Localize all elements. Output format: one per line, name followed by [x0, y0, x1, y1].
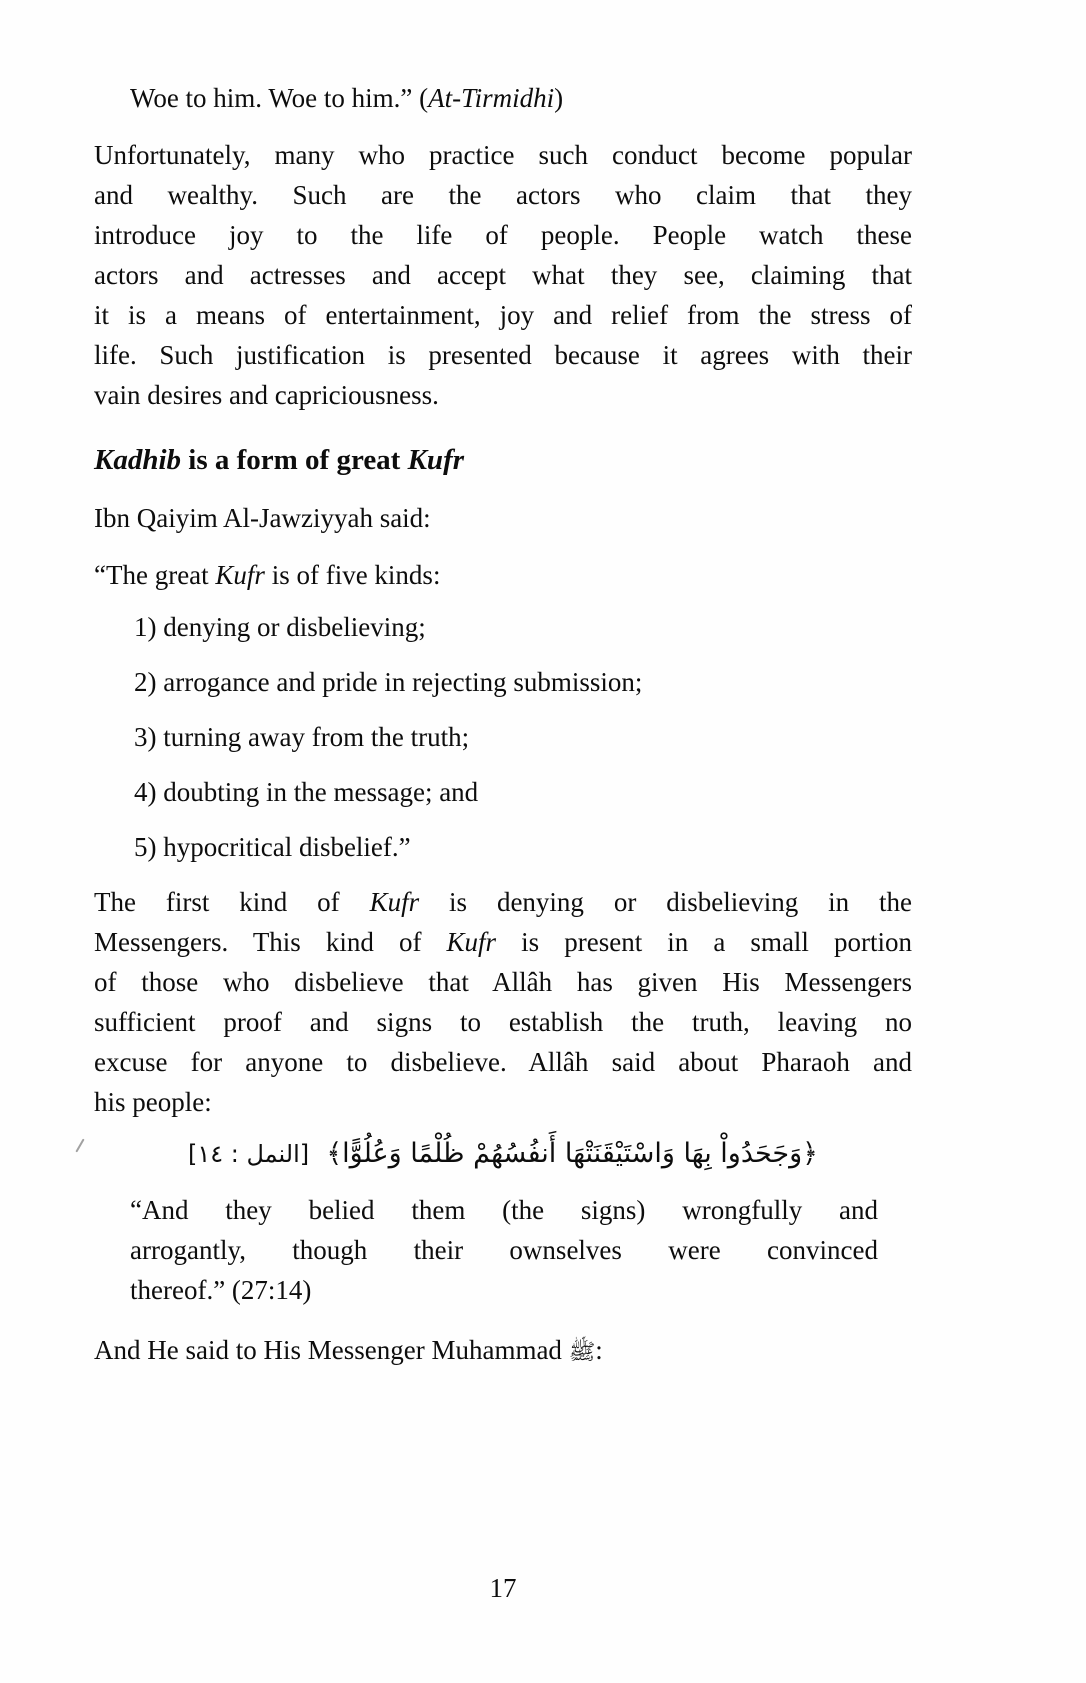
text-segment: And He said to His Messenger Muhammad	[94, 1335, 569, 1365]
text-segment: The first kind of	[94, 887, 370, 917]
heading-term: Kufr	[407, 444, 465, 476]
text-line: and wealthy. Such are the actors who claim that they	[94, 180, 912, 210]
hadith-line	[94, 78, 912, 118]
text-line: thereof.” (27:14)	[130, 1275, 312, 1305]
page-number: 17	[489, 1573, 517, 1603]
attribution-line	[94, 498, 912, 538]
text-line: excuse for anyone to disbelieve. Allâh said about Pharaoh and	[94, 1047, 912, 1077]
term-kufr: Kufr	[446, 927, 497, 957]
source-title: At-Tirmidhi	[428, 83, 555, 113]
text-line: “And they belied them (the signs) wrongfully and	[130, 1195, 878, 1225]
text-line: of those who disbelieve that Allâh has given His Messengers	[94, 967, 912, 997]
quote-intro-line	[94, 555, 912, 595]
text-line: life. Such justification is presented because it agrees with their	[94, 340, 912, 370]
kinds-list	[94, 607, 912, 867]
paragraph	[94, 135, 912, 415]
text-segment: “The great	[94, 560, 216, 590]
text-segment: Messengers. This kind of	[94, 927, 447, 957]
heading-term: Kadhib	[94, 444, 182, 476]
text-line	[94, 922, 912, 962]
text-segment: is present in a small portion	[496, 927, 912, 957]
paragraph	[94, 882, 912, 1122]
verse-reference: [النمل : ١٤]	[188, 1140, 310, 1168]
text-line: arrogantly, though their ownselves were convinced	[130, 1235, 878, 1265]
scan-artifact	[75, 1139, 84, 1153]
list-item: 4) doubting in the message; and	[134, 777, 479, 807]
hadith-text: Woe to him. Woe to him.” (	[130, 83, 429, 113]
text-segment: :	[595, 1335, 603, 1365]
text-line	[94, 1330, 912, 1373]
text-line	[94, 555, 912, 595]
list-item: 2) arrogance and pride in rejecting submission;	[134, 667, 643, 697]
text-line: Unfortunately, many who practice such conduct become popular	[94, 140, 912, 170]
text-line	[94, 882, 912, 922]
list-item: 1) denying or disbelieving;	[134, 612, 426, 642]
list-item: 3) turning away from the truth;	[134, 722, 470, 752]
text-line: it is a means of entertainment, joy and relief from the stress of	[94, 300, 912, 330]
text-segment: is denying or disbelieving in the	[419, 887, 913, 917]
term-kufr: Kufr	[215, 560, 265, 590]
text-line: Ibn Qaiyim Al-Jawziyyah said:	[94, 503, 431, 533]
term-kufr: Kufr	[369, 887, 420, 917]
quran-verse-line	[94, 1130, 912, 1178]
text-line: sufficient proof and signs to establish the truth, leaving no	[94, 1007, 912, 1037]
text-line: introduce joy to the life of people. People watch these	[94, 220, 912, 250]
pbuh-symbol: ﷺ	[568, 1340, 596, 1365]
closing-line	[94, 1330, 912, 1373]
hadith-close: )	[554, 83, 564, 113]
text-line: actors and actresses and accept what they see, claiming that	[94, 260, 912, 290]
section-heading	[94, 439, 912, 481]
list-item: 5) hypocritical disbelief.”	[134, 832, 411, 862]
heading-text: is a form of great	[181, 444, 408, 476]
quran-verse-arabic: ﴿وَجَحَدُواْ بِهَا وَاسْتَيْقَنَتْهَا أَنفُسُهُمْ ظُلْمًا وَعُلُوًّا﴾	[326, 1138, 818, 1169]
translation-quote	[130, 1190, 878, 1310]
text-line: his people:	[94, 1087, 212, 1117]
text-line: vain desires and capriciousness.	[94, 380, 439, 410]
text-segment: is of five kinds:	[264, 560, 441, 590]
